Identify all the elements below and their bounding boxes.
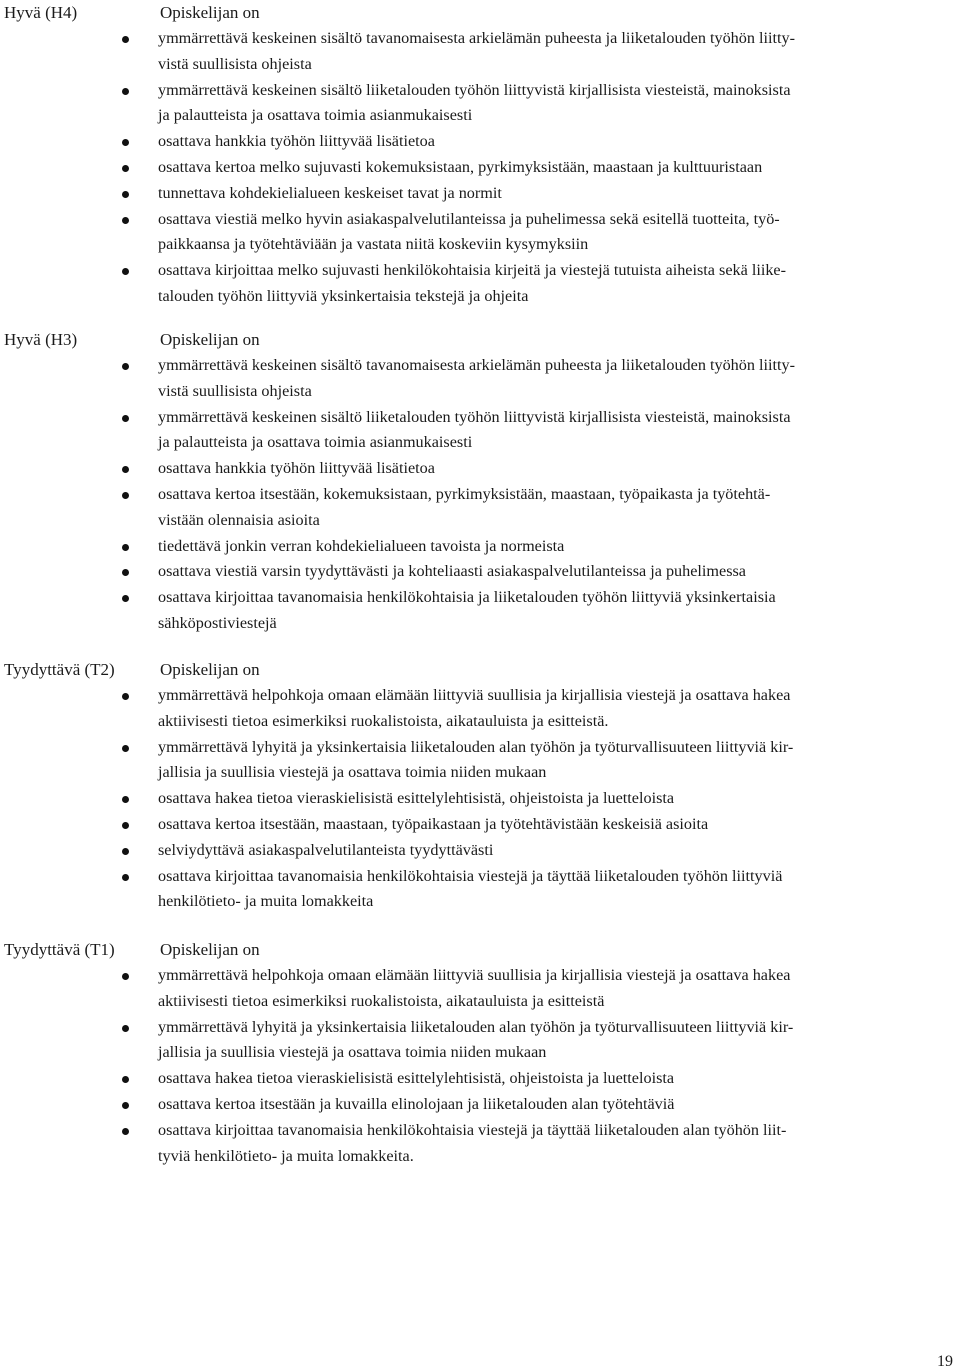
criteria-item [0,735,950,787]
item-line: osattava hakea tietoa vieraskielisistä esittelylehtisistä, ohjeistoista ja luetteloista [158,789,675,808]
item-line: ymmärrettävä lyhyitä ja yksinkertaisia liiketalouden alan työhön ja työturvallisuuteen liittyviä kir- [158,737,794,756]
page-number: 19 [937,1353,953,1370]
item-line: osattava kertoa itsestään, kokemuksistaan, pyrkimyksistään, maastaan, työpaikasta ja työtehtä- [158,484,771,503]
bullet-icon [122,492,129,499]
item-line: osattava hankkia työhön liittyvää lisätietoa [158,459,435,478]
bullet-icon [122,139,129,146]
criteria-item [0,585,950,637]
criteria-list [0,353,960,637]
criteria-item [0,1092,950,1118]
criteria-item [0,258,950,310]
item-line: tunnettava kohdekielialueen keskeiset tavat ja normit [158,183,502,202]
section-intro: Opiskelijan on [160,330,260,349]
item-line: tiedettävä jonkin verran kohdekielialueen tavoista ja normeista [158,536,565,555]
criteria-item [0,1118,950,1170]
criteria-item [0,181,950,207]
bullet-icon [122,217,129,224]
criteria-item [0,534,950,560]
item-line: osattava hankkia työhön liittyvää lisätietoa [158,132,435,151]
bullet-icon [122,268,129,275]
item-line: jallisia ja suullisia viestejä ja osattava toimia niiden mukaan [158,763,547,782]
bullet-icon [122,745,129,752]
criteria-item [0,207,950,259]
criteria-item [0,812,950,838]
bullet-icon [122,569,129,576]
item-line: paikkaansa ja työtehtäviään ja vastata niitä koskeviin kysymyksiin [158,235,589,254]
bullet-icon [122,848,129,855]
bullet-icon [122,874,129,881]
bullet-icon [122,822,129,829]
item-line: selviydyttävä asiakaspalvelutilanteista tyydyttävästi [158,840,494,859]
bullet-icon [122,363,129,370]
criteria-item [0,838,950,864]
criteria-item [0,26,950,78]
item-line: aktiivisesti tietoa esimerkiksi ruokalistoista, aikatauluista ja esitteistä [158,991,605,1010]
bullet-icon [122,544,129,551]
grade-label: Tyydyttävä (T2) [4,660,115,679]
criteria-item [0,1015,950,1067]
section-intro: Opiskelijan on [160,940,260,959]
item-line: ymmärrettävä keskeinen sisältö liiketalouden työhön liittyvistä kirjallisista viesteistä, mainoksista [158,407,791,426]
item-line: ymmärrettävä helpohkoja omaan elämään liittyviä suullisia ja kirjallisia viestejä ja osattava hakea [158,686,791,704]
criteria-list [0,683,960,915]
item-line: vistään olennaisia asioita [158,510,320,529]
criteria-item [0,405,950,457]
bullet-icon [122,693,129,700]
criteria-item [0,353,950,405]
item-line: tyviä henkilötieto- ja muita lomakkeita. [158,1146,414,1165]
criteria-item [0,1066,950,1092]
item-line: ymmärrettävä helpohkoja omaan elämään liittyviä suullisia ja kirjallisia viestejä ja osattava hakea [158,966,791,984]
criteria-item [0,456,950,482]
bullet-icon [122,1128,129,1135]
bullet-icon [122,973,129,980]
item-line: osattava kertoa itsestään, maastaan, työpaikastaan ja työtehtävistään keskeisiä asioita [158,814,709,833]
item-line: ymmärrettävä lyhyitä ja yksinkertaisia liiketalouden alan työhön ja työturvallisuuteen liittyviä kir- [158,1017,794,1036]
item-line: osattava kirjoittaa tavanomaisia henkilökohtaisia viestejä ja täyttää liiketalouden alan työhön liit- [158,1120,787,1139]
item-line: vistä suullisista ohjeista [158,54,312,73]
item-line: osattava kirjoittaa tavanomaisia henkilökohtaisia viestejä ja täyttää liiketalouden työhön liittyviä [158,866,783,885]
criteria-item [0,155,950,181]
grade-label: Tyydyttävä (T1) [4,940,115,959]
item-line: jallisia ja suullisia viestejä ja osattava toimia niiden mukaan [158,1043,547,1062]
bullet-icon [122,796,129,803]
bullet-icon [122,595,129,602]
criteria-item [0,482,950,534]
grade-label: Hyvä (H3) [4,330,78,349]
item-line: talouden työhön liittyviä yksinkertaisia tekstejä ja ohjeita [158,286,529,305]
item-line: osattava viestiä melko hyvin asiakaspalvelutilanteissa ja puhelimessa sekä esitellä tuotteita, työ- [158,209,780,228]
item-line: ymmärrettävä keskeinen sisältö tavanomaisesta arkielämän puheesta ja liiketalouden työhön liitty- [158,29,795,47]
bullet-icon [122,191,129,198]
item-line: vistä suullisista ohjeista [158,381,312,400]
bullet-icon [122,415,129,422]
criteria-item [0,864,950,916]
bullet-icon [122,165,129,172]
item-line: henkilötieto- ja muita lomakkeita [158,892,374,911]
item-line: osattava kertoa melko sujuvasti kokemuksistaan, pyrkimyksistään, maastaan ja kulttuuristaan [158,157,763,176]
criteria-list [0,963,960,1169]
criteria-item [0,559,950,585]
section-intro: Opiskelijan on [160,660,260,679]
item-line: ymmärrettävä keskeinen sisältö tavanomaisesta arkielämän puheesta ja liiketalouden työhön liitty- [158,356,795,374]
bullet-icon [122,466,129,473]
criteria-item [0,786,950,812]
grade-label: Hyvä (H4) [4,3,78,22]
bullet-icon [122,1076,129,1083]
criteria-item [0,78,950,130]
bullet-icon [122,1025,129,1032]
item-line: ymmärrettävä keskeinen sisältö liiketalouden työhön liittyvistä kirjallisista viesteistä, mainoksista [158,80,791,99]
item-line: ja palautteista ja osattava toimia asianmukaisesti [158,433,473,452]
item-line: osattava hakea tietoa vieraskielisistä esittelylehtisistä, ohjeistoista ja luetteloista [158,1069,675,1088]
item-line: sähköpostiviestejä [158,613,277,632]
criteria-list [0,26,960,310]
bullet-icon [122,88,129,95]
item-line: osattava kirjoittaa melko sujuvasti henkilökohtaisia kirjeitä ja viestejä tutuista aiheista sekä liike- [158,261,786,280]
criteria-item [0,963,950,1015]
section-intro: Opiskelijan on [160,3,260,22]
bullet-icon [122,1102,129,1109]
bullet-icon [122,36,129,43]
item-line: aktiivisesti tietoa esimerkiksi ruokalistoista, aikatauluista ja esitteistä. [158,711,609,730]
item-line: ja palautteista ja osattava toimia asianmukaisesti [158,106,473,125]
criteria-item [0,683,950,735]
criteria-item [0,129,950,155]
item-line: osattava viestiä varsin tyydyttävästi ja kohteliaasti asiakaspalvelutilanteissa ja puhelimessa [158,562,746,581]
item-line: osattava kertoa itsestään ja kuvailla elinolojaan ja liiketalouden alan työtehtäviä [158,1094,675,1113]
item-line: osattava kirjoittaa tavanomaisia henkilökohtaisia ja liiketalouden työhön liittyviä yksinkertaisia [158,588,776,607]
